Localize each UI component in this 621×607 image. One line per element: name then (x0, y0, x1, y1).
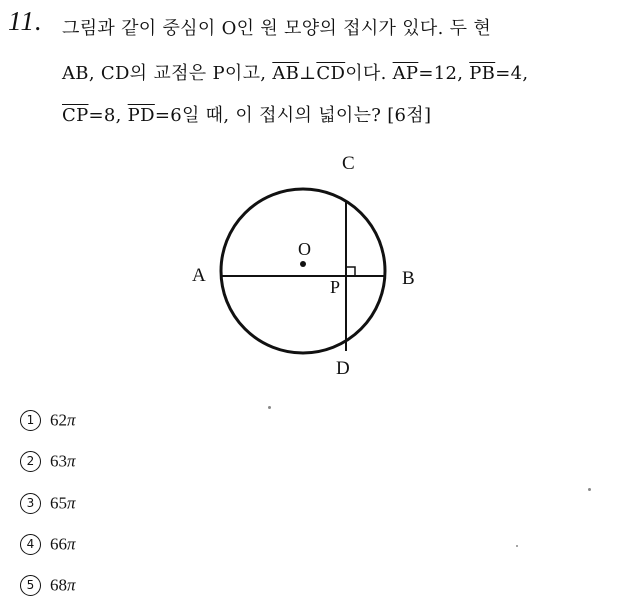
choice-5[interactable] (20, 575, 76, 596)
choice-value: 65 (50, 493, 67, 513)
choice-marker: 4 (20, 534, 41, 555)
scan-speck (268, 406, 271, 409)
circle-diagram (180, 150, 440, 390)
text-segment: =8, (88, 105, 128, 126)
choice-value: 63 (50, 451, 67, 471)
pi-symbol: π (67, 534, 76, 554)
choice-marker: 3 (20, 493, 41, 514)
choice-marker: 5 (20, 575, 41, 596)
segment-cp: $\overline{CP}$ (62, 105, 89, 126)
label-b: B (402, 268, 415, 289)
text-segment: =6일 때, 이 접시의 넓이는? [6점] (154, 105, 432, 126)
perpendicular-symbol: ⊥ (299, 63, 317, 84)
scan-speck (588, 488, 591, 491)
label-o: O (298, 239, 311, 259)
label-c: C (342, 153, 355, 174)
choice-3[interactable] (20, 493, 76, 514)
choice-2[interactable] (20, 451, 76, 472)
label-a: A (192, 265, 206, 286)
choice-value: 68 (50, 575, 67, 595)
right-angle-mark (346, 267, 355, 276)
scan-speck (516, 545, 518, 547)
choice-marker: 2 (20, 451, 41, 472)
question-number: 11. (8, 6, 43, 36)
plate-circle (221, 189, 385, 353)
text-segment: 이다. (345, 63, 393, 84)
segment-ap: $\overline{AP}$ (392, 63, 419, 84)
pi-symbol: π (67, 410, 76, 430)
choice-marker: 1 (20, 410, 41, 431)
label-p: P (330, 277, 341, 297)
label-d: D (336, 358, 350, 379)
choice-4[interactable] (20, 534, 76, 555)
segment-ab: $\overline{AB}$ (272, 63, 300, 84)
text-segment: =4, (495, 63, 529, 84)
pi-symbol: π (67, 575, 76, 595)
question-line-2 (62, 59, 528, 85)
question-line-3 (62, 101, 431, 127)
choice-value: 62 (50, 410, 67, 430)
pi-symbol: π (67, 451, 76, 471)
choice-1[interactable] (20, 410, 76, 431)
text-segment: =12, (418, 63, 470, 84)
segment-cd: $\overline{CD}$ (316, 63, 346, 84)
pi-symbol: π (67, 493, 76, 513)
segment-pd: $\overline{PD}$ (127, 105, 155, 126)
choice-value: 66 (50, 534, 67, 554)
center-point (300, 261, 306, 267)
text-segment: AB, CD의 교점은 P이고, (62, 63, 273, 84)
segment-pb: $\overline{PB}$ (469, 63, 496, 84)
question-line-1: 그림과 같이 중심이 O인 원 모양의 접시가 있다. 두 현 (62, 18, 492, 39)
